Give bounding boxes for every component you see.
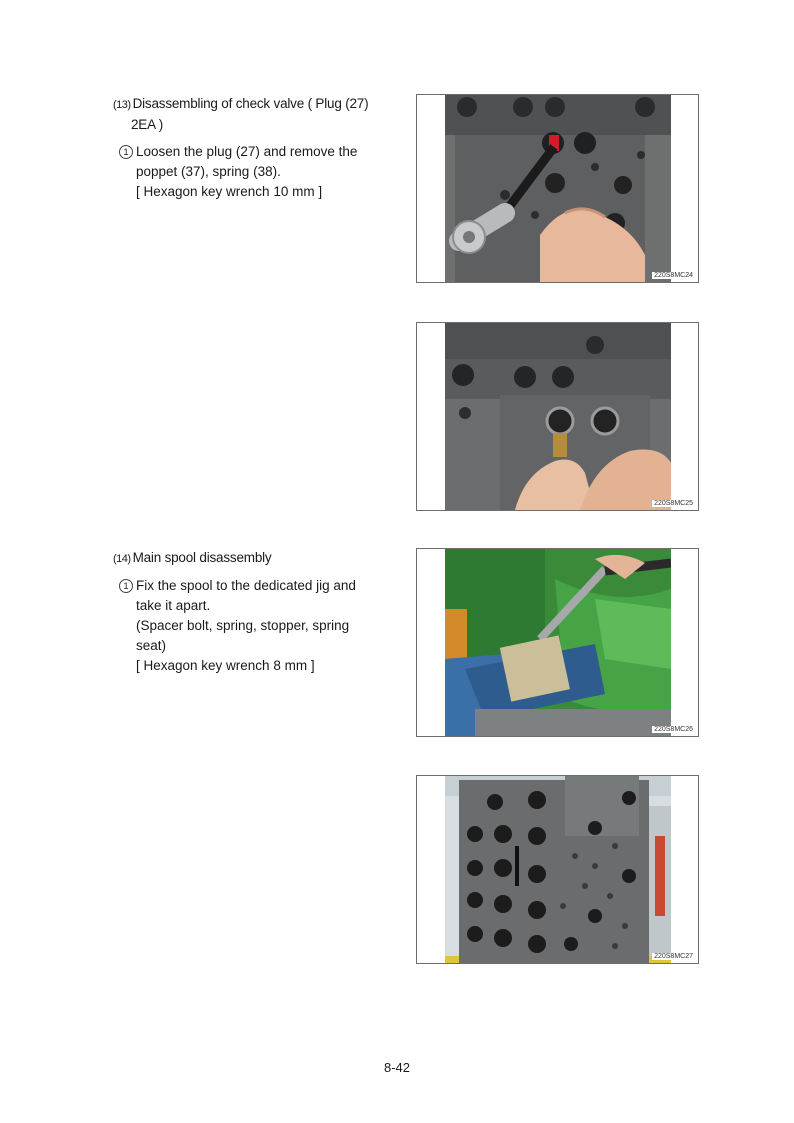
step-line: [ Hexagon key wrench 8 mm ]	[136, 658, 315, 673]
section-14-title: Main spool disassembly	[132, 550, 272, 565]
section-13-heading	[113, 94, 368, 135]
step-line: take it apart.	[136, 598, 211, 613]
section-13-title-line1: Disassembling of check valve ( Plug (27)	[132, 96, 369, 111]
figure-photo-3	[416, 548, 699, 737]
figure-photo-4	[416, 775, 699, 964]
step-line: [ Hexagon key wrench 10 mm ]	[136, 184, 323, 199]
figure-code: 220S8MC24	[654, 272, 693, 279]
figure-code: 220S8MC27	[654, 953, 693, 960]
step-line: (Spacer bolt, spring, stopper, spring	[136, 618, 350, 633]
step-line: Loosen the plug (27) and remove the	[136, 144, 358, 159]
step-line: Fix the spool to the dedicated jig and	[136, 578, 356, 593]
photo-valve-block	[445, 776, 671, 963]
step-marker: 1	[119, 579, 133, 593]
photo-spool-jig	[445, 549, 671, 736]
page-number: 8-42	[383, 1060, 411, 1075]
figure-code: 220S8MC26	[654, 726, 693, 733]
section-13-step	[119, 142, 377, 202]
section-13-title-line2: 2EA )	[131, 117, 164, 132]
section-14-number: (14)	[113, 553, 131, 565]
photo-ratchet-plug	[445, 95, 671, 282]
photo-remove-poppet	[445, 323, 671, 510]
step-marker: 1	[119, 145, 133, 159]
figure-photo-2	[416, 322, 699, 511]
step-line: poppet (37), spring (38).	[136, 164, 281, 179]
section-14-step	[119, 576, 377, 676]
step-line: seat)	[136, 638, 167, 653]
section-14-heading	[113, 548, 271, 569]
section-13-number: (13)	[113, 99, 131, 111]
figure-photo-1	[416, 94, 699, 283]
figure-code: 220S8MC25	[654, 500, 693, 507]
